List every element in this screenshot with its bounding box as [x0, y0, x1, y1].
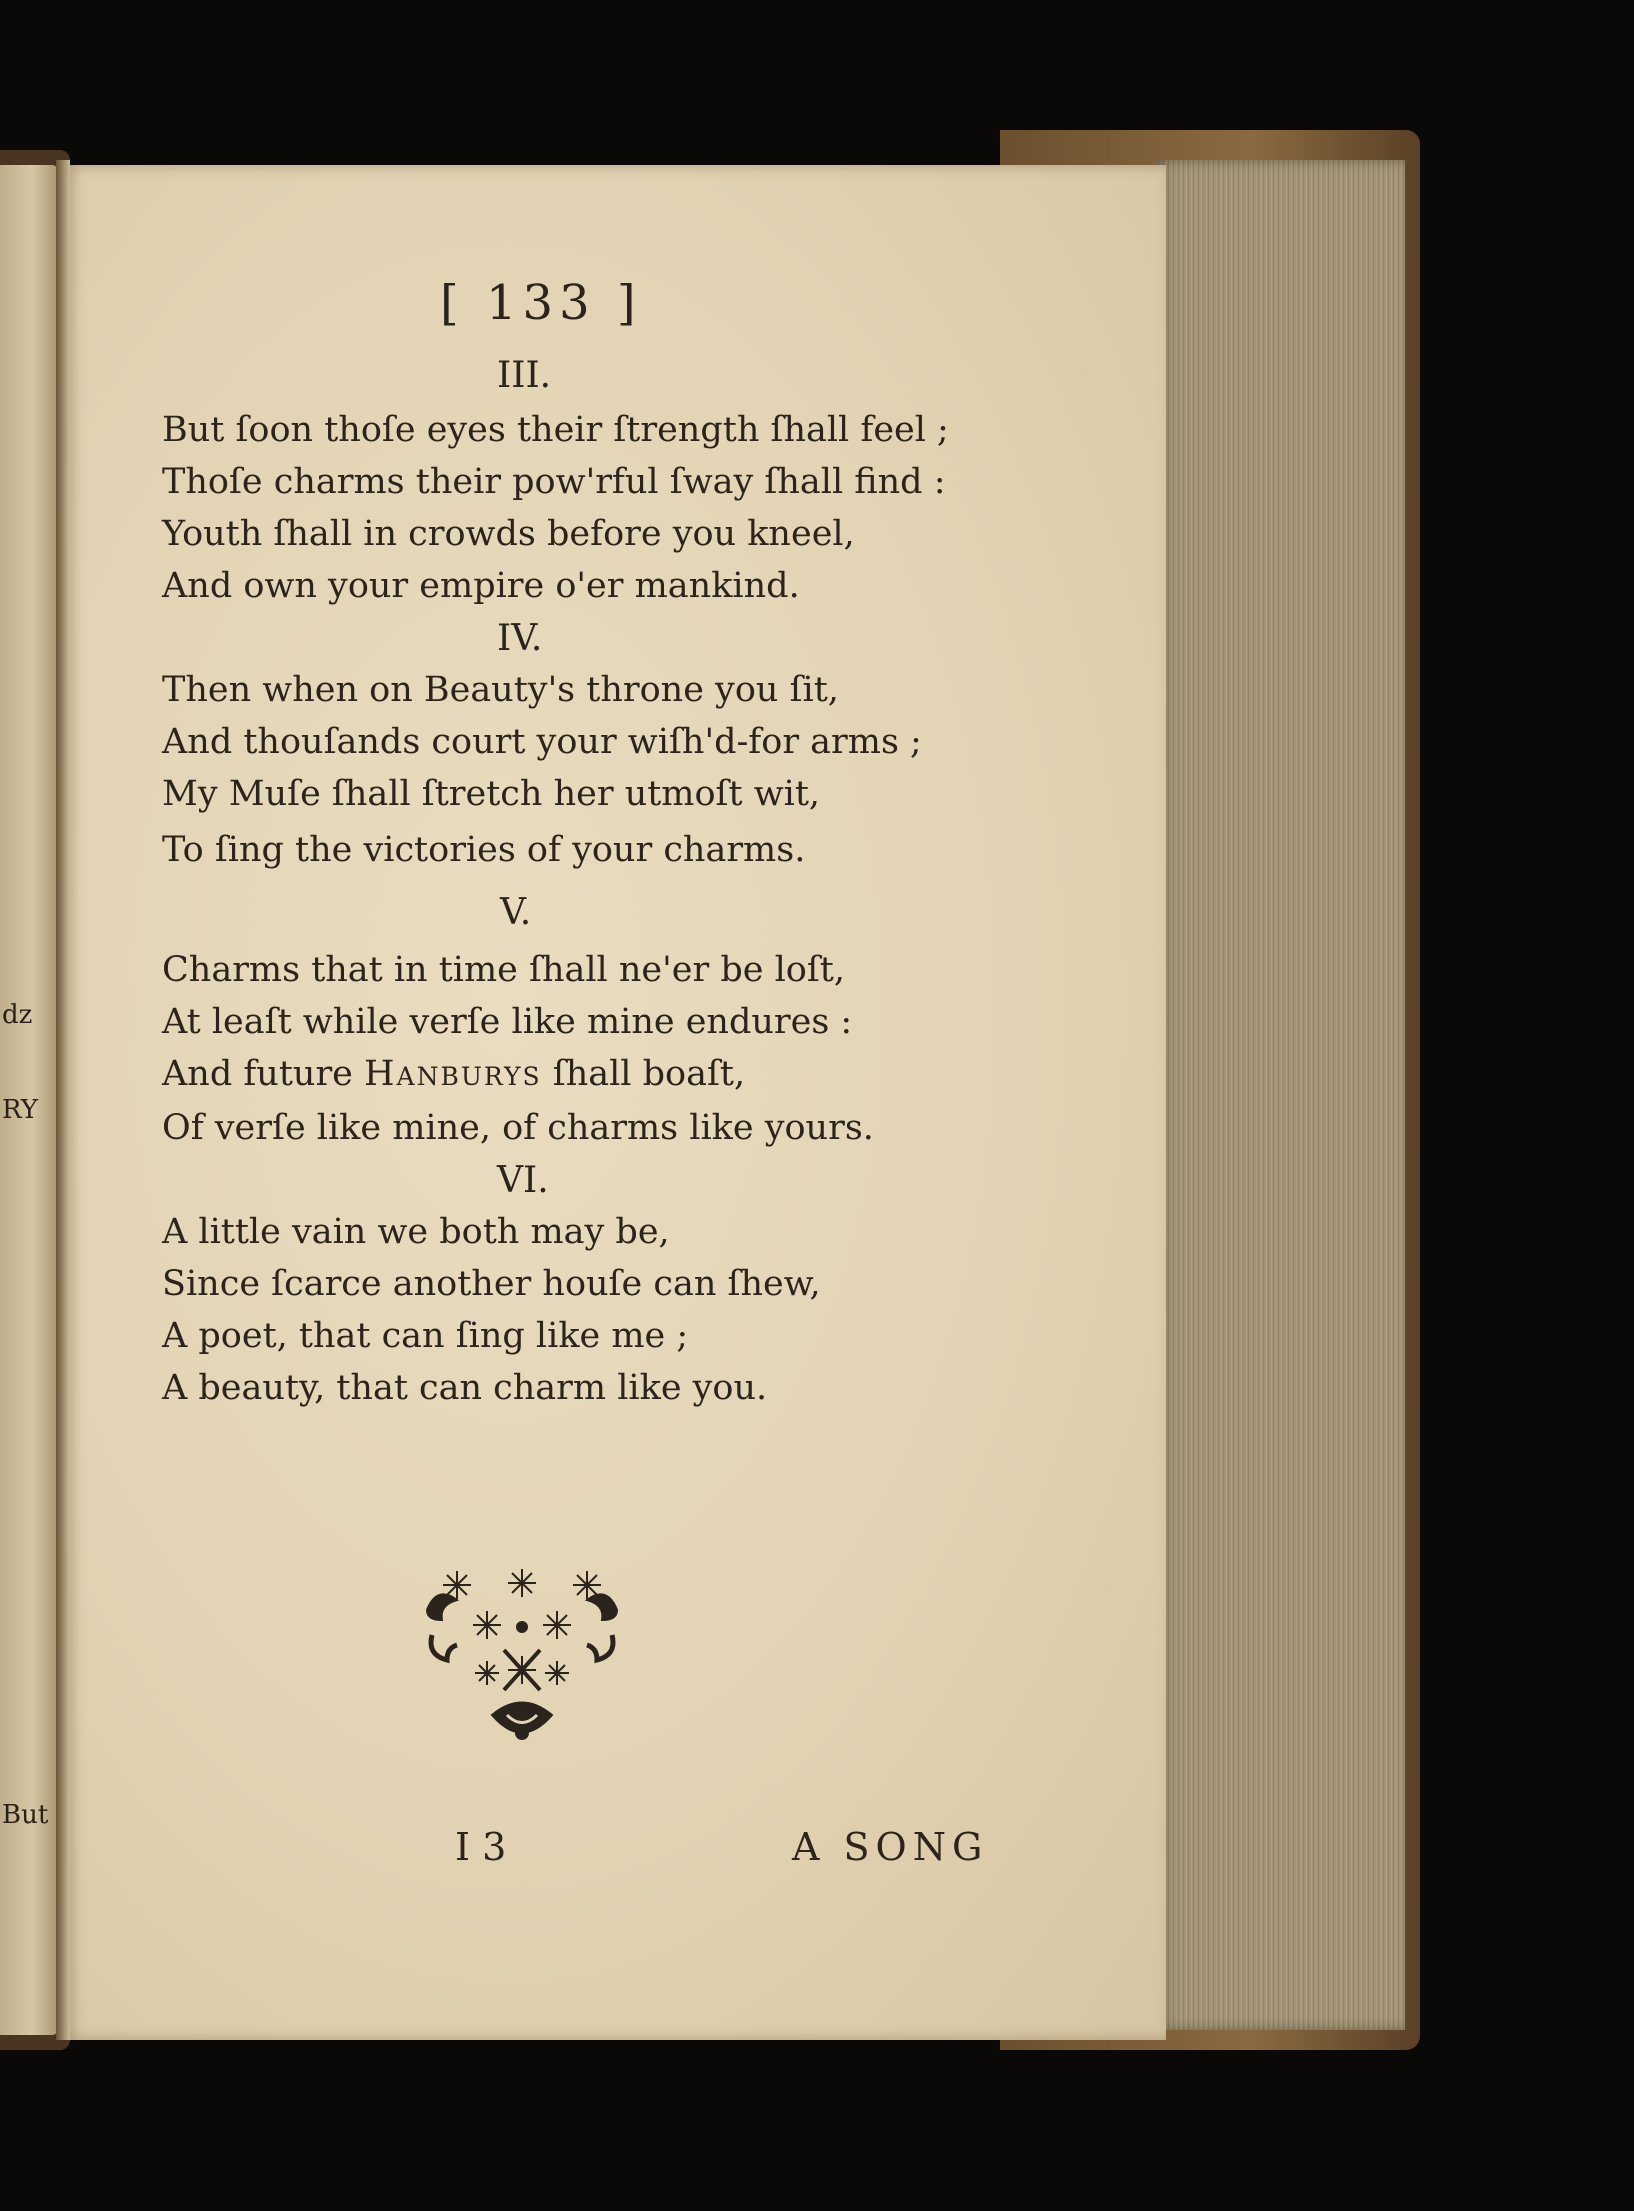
left-page-fragment-ry: RY — [2, 1095, 38, 1125]
stanza-6-line-1: A little vain we both may be, — [162, 1212, 670, 1252]
stanza-6-line-2: Since ſcarce another houſe can ſhew, — [162, 1264, 821, 1304]
stanza-number-5: V. — [500, 892, 532, 933]
hanburys-small-caps: Hanburys — [364, 1054, 542, 1094]
stanza-5-line-4: Of verſe like mine, of charms like yours. — [162, 1108, 874, 1148]
left-page-fragment-but: But — [2, 1800, 49, 1830]
stanza-5-line-3-prefix: And future — [162, 1054, 365, 1094]
floral-tailpiece-icon — [412, 1565, 632, 1750]
stanza-4-line-2: And thouſands court your wiſh'd-for arms ; — [162, 722, 922, 762]
stanza-number-6: VI. — [497, 1160, 549, 1201]
catchword: A SONG — [792, 1825, 989, 1869]
page-number-header: [ 133 ] — [440, 275, 642, 331]
stanza-5-line-3-suffix: ſhall boaſt, — [541, 1054, 746, 1094]
stanza-5-line-3 — [162, 1054, 745, 1094]
stanza-5-line-1: Charms that in time ſhall ne'er be loſt, — [162, 950, 845, 990]
stanza-4-line-3: My Muſe ſhall ſtretch her utmoſt wit, — [162, 774, 821, 814]
stanza-4-line-4: To ſing the victories of your charms. — [162, 830, 806, 870]
stanza-3-line-1: But ſoon thoſe eyes their ſtrength ſhall feel ; — [162, 410, 949, 450]
page-gutter — [56, 160, 70, 2040]
stanza-3-line-3: Youth ſhall in crowds before you kneel, — [162, 514, 855, 554]
left-page-fragment-ornament: ǳ — [2, 1000, 33, 1030]
stanza-6-line-3: A poet, that can ſing like me ; — [162, 1316, 689, 1356]
signature-mark: I 3 — [455, 1825, 507, 1869]
stanza-6-line-4: A beauty, that can charm like you. — [162, 1368, 768, 1408]
stanza-5-line-2: At leaſt while verſe like mine endures : — [162, 1002, 853, 1042]
stanza-number-3: III. — [497, 355, 552, 396]
stanza-3-line-4: And own your empire o'er mankind. — [162, 566, 800, 606]
stanza-number-4: IV. — [497, 618, 543, 659]
stanza-3-line-2: Thoſe charms their pow'rful ſway ſhall find : — [162, 462, 946, 502]
stanza-4-line-1: Then when on Beauty's throne you ſit, — [162, 670, 839, 710]
page-fore-edge — [1155, 160, 1405, 2030]
